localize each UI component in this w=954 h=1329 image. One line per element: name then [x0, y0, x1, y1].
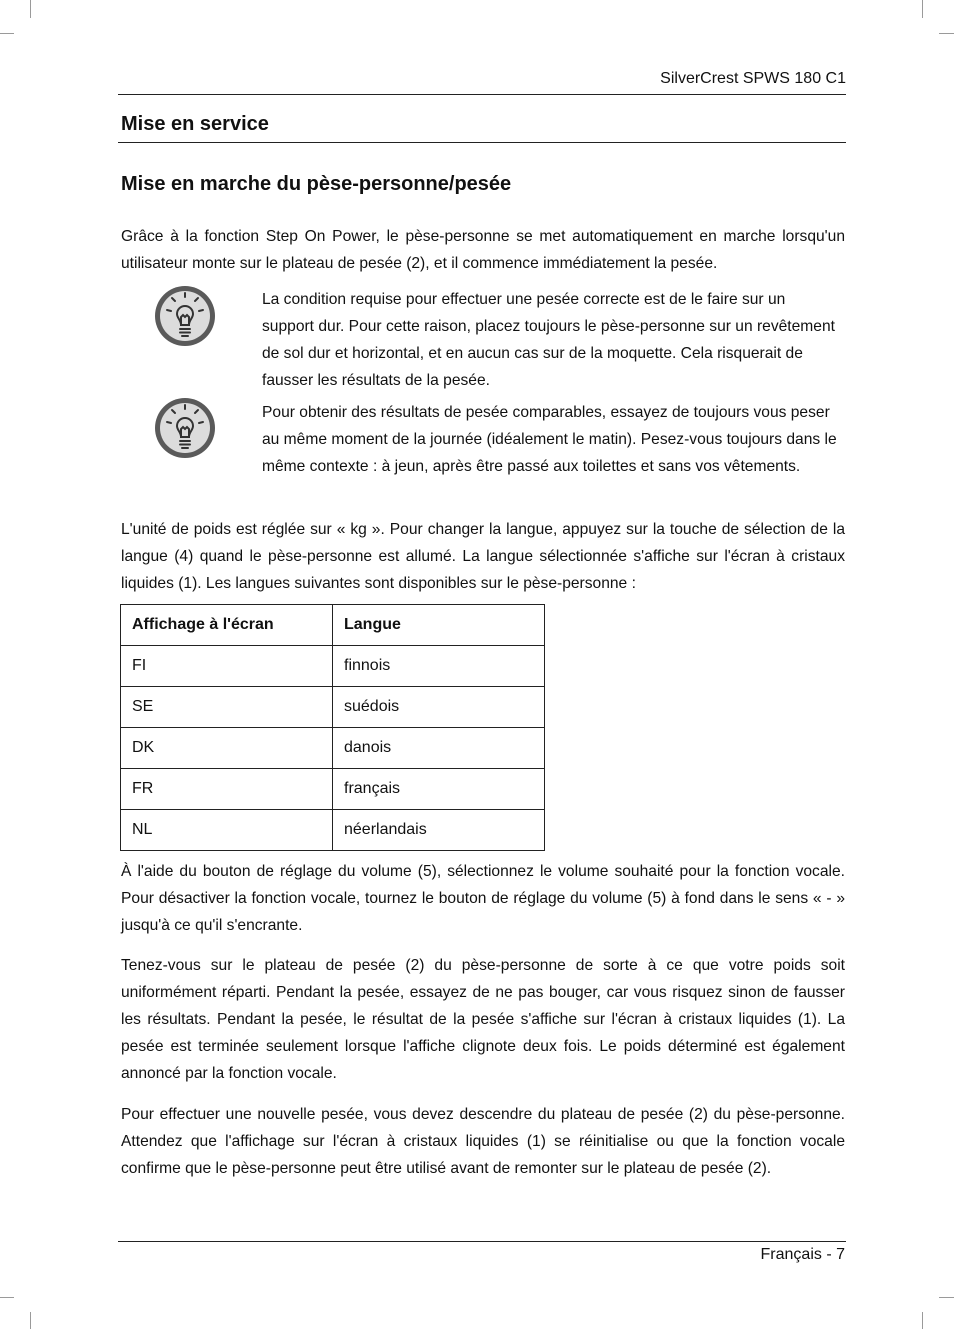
- page-header: SilverCrest SPWS 180 C1: [660, 70, 846, 87]
- table-cell: néerlandais: [333, 810, 545, 851]
- table-header: Affichage à l'écran: [121, 605, 333, 646]
- table-cell: FR: [121, 769, 333, 810]
- crop-mark: [30, 0, 31, 18]
- table-header-row: [121, 605, 545, 646]
- table-cell: français: [333, 769, 545, 810]
- table-cell: SE: [121, 687, 333, 728]
- language-paragraph: L'unité de poids est réglée sur « kg ». Pour changer la langue, appuyez sur la touche de sélection de la langue (4) quand le pèse-personne est allumé. La langue sélectionnée s'affiche sur l'écran à cristaux liquides (1). Les langues suivantes sont disponibles sur le pèse-personne :: [121, 521, 845, 592]
- crop-mark: [30, 1312, 31, 1329]
- table-cell: NL: [121, 810, 333, 851]
- table-cell: suédois: [333, 687, 545, 728]
- intro-paragraph: Grâce à la fonction Step On Power, le pèse-personne se met automatiquement en marche lorsqu'un utilisateur monte sur le plateau de pesée (2), et il commence immédiatement la pesée.: [121, 228, 845, 272]
- crop-mark: [0, 1297, 14, 1298]
- crop-mark: [939, 33, 954, 34]
- weighing-paragraph: Tenez-vous sur le plateau de pesée (2) du pèse-personne de sorte à ce que votre poids soit uniformément réparti. Pendant la pesée, essayez de ne pas bouger, car vous risquez sinon de fausser les résultats. Pendant la pesée, le résultat de la pesée s'affiche sur l'écran à cristaux liquides (1). La pesée est terminée seulement lorsque l'affiche clignote deux fois. Le poids déterminé est également annoncé par la fonction vocale.: [121, 957, 845, 1082]
- header-rule: [118, 94, 846, 95]
- page-footer: Français - 7: [760, 1246, 845, 1263]
- table-row: [121, 646, 545, 687]
- section-title: Mise en service: [121, 113, 269, 135]
- table-cell: danois: [333, 728, 545, 769]
- language-table: [120, 604, 545, 851]
- table-row: [121, 687, 545, 728]
- subsection-title: Mise en marche du pèse-personne/pesée: [121, 173, 512, 195]
- table-cell: DK: [121, 728, 333, 769]
- table-row: [121, 769, 545, 810]
- section-rule: [118, 142, 846, 143]
- crop-mark: [922, 0, 923, 18]
- new-weighing-paragraph: Pour effectuer une nouvelle pesée, vous devez descendre du plateau de pesée (2) du pèse-personne. Attendez que l'affichage sur l'écran à cristaux liquides (1) se réinitialise ou que la fonction vocale confirme que le pèse-personne peut être utilisé avant de remonter sur le plateau de pesée (2).: [121, 1106, 845, 1177]
- table-cell: FI: [121, 646, 333, 687]
- lightbulb-icon: [153, 396, 217, 460]
- crop-mark: [922, 1312, 923, 1329]
- note-text: La condition requise pour effectuer une pesée correcte est de le faire sur un support dur. Pour cette raison, placez toujours le pèse-personne sur un revêtement de sol dur et horizontal, et en aucun cas sur de la moquette. Cela risquerait de fausser les résultats de la pesée.: [262, 291, 835, 389]
- volume-paragraph: À l'aide du bouton de réglage du volume (5), sélectionnez le volume souhaité pour la fonction vocale. Pour désactiver la fonction vocale, tournez le bouton de réglage du volume (5) à fond dans le sens « - » jusqu'à ce qu'il s'encrante.: [121, 863, 845, 934]
- table-header: Langue: [333, 605, 545, 646]
- table-cell: finnois: [333, 646, 545, 687]
- crop-mark: [939, 1297, 954, 1298]
- footer-rule: [118, 1241, 846, 1242]
- table-row: [121, 728, 545, 769]
- lightbulb-icon: [153, 284, 217, 348]
- note-text: Pour obtenir des résultats de pesée comparables, essayez de toujours vous peser au même moment de la journée (idéalement le matin). Pesez-vous toujours dans le même contexte : à jeun, après être passé aux toilettes et sans vos vêtements.: [262, 404, 837, 475]
- crop-mark: [0, 33, 14, 34]
- table-row: [121, 810, 545, 851]
